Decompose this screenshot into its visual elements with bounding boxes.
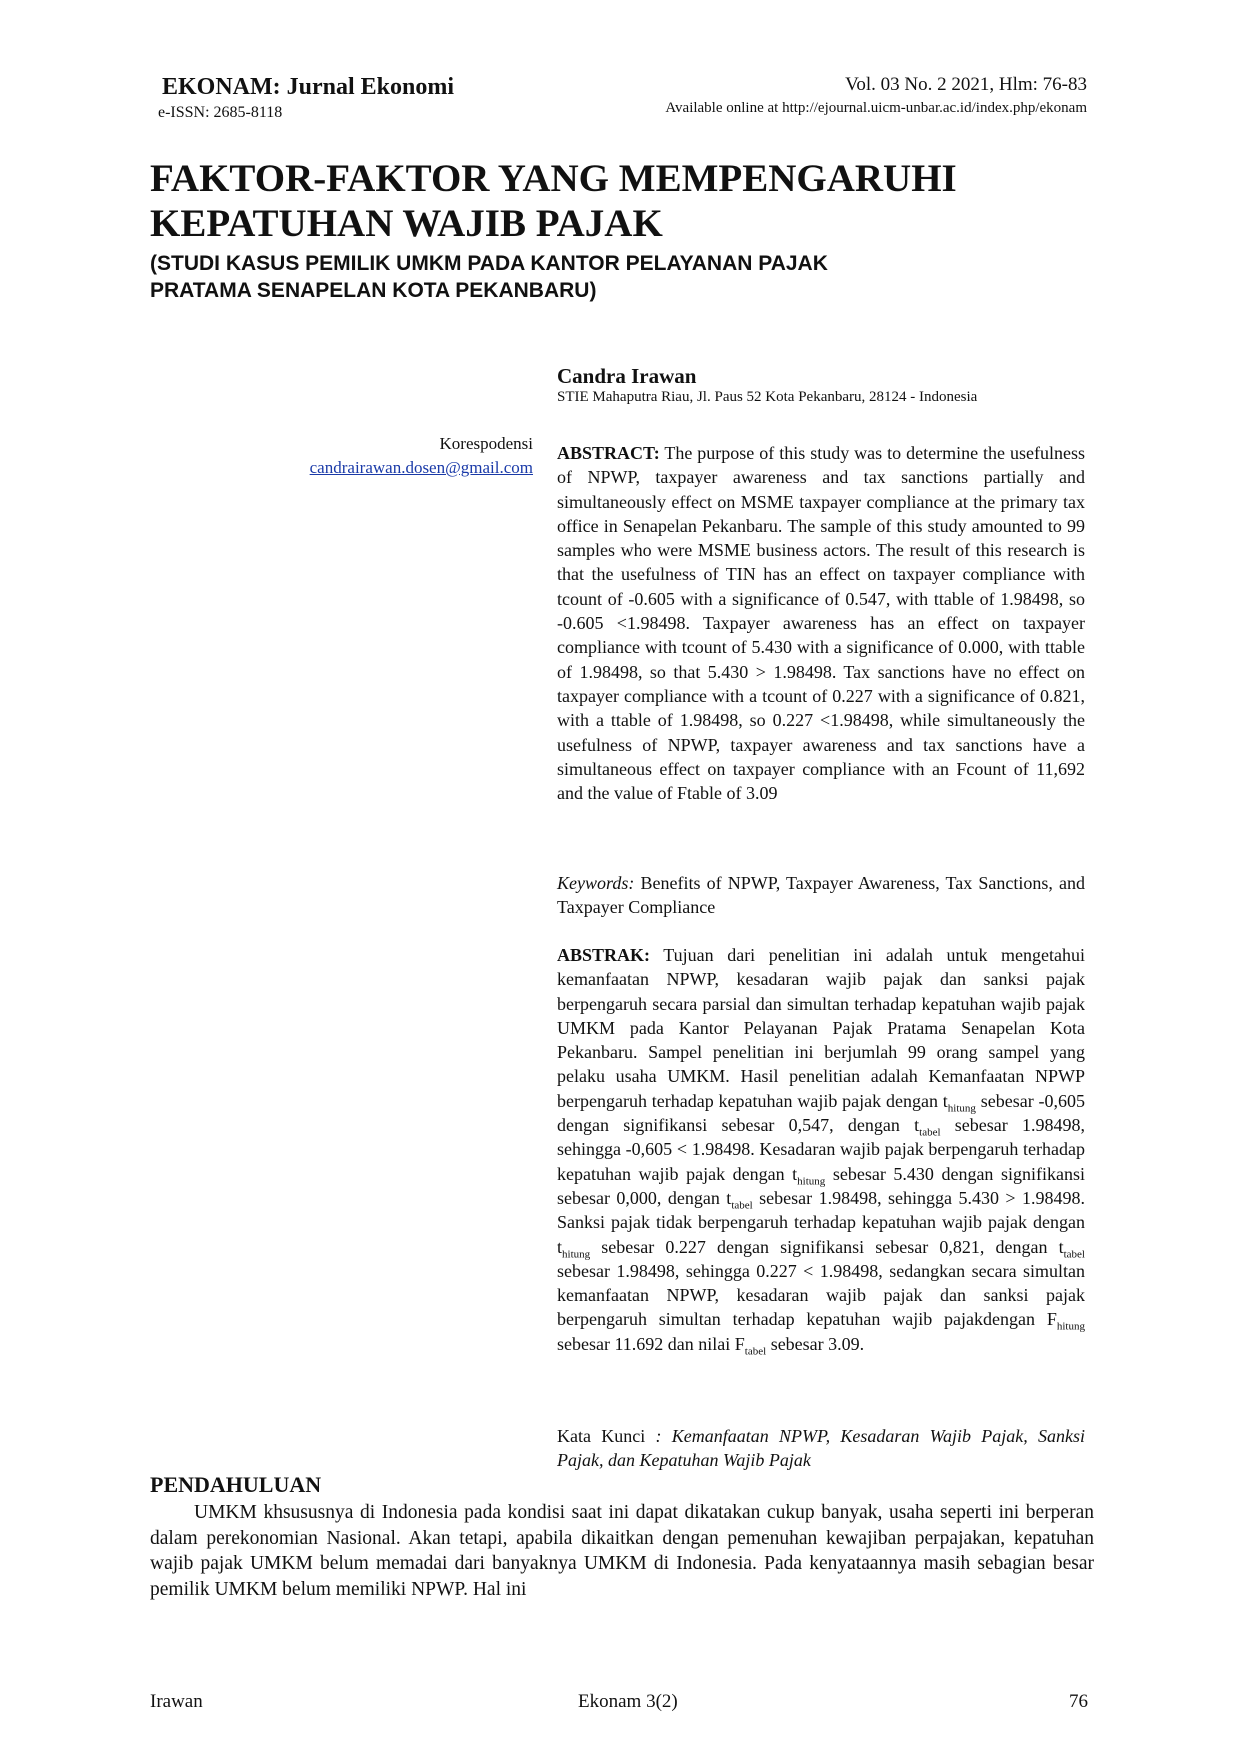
intro-paragraph: UMKM khsususnya di Indonesia pada kondisi saat ini dapat dikatakan cukup banyak, usaha seperti ini berperan dalam perekonomian Nasional. Akan tetapi, apabila dikaitkan dengan pemenuhan kewajiban perpajakan, kepatuhan wajib pajak UMKM belum memadai dari banyaknya UMKM di Indonesia. Pada kenyataannya masih sebagian besar pemilik UMKM belum memiliki NPWP. Hal ini: [150, 1502, 1094, 1600]
author-name: Candra Irawan: [557, 364, 697, 388]
subscript-hitung: hitung: [947, 1102, 976, 1115]
abstrak-text-6: sebesar 0.227 dengan signifikansi sebesar 0,821, dengan t: [590, 1236, 1064, 1257]
correspondence-label: Korespodensi: [439, 434, 533, 453]
subtitle-line-2: PRATAMA SENAPELAN KOTA PEKANBARU): [150, 279, 597, 302]
paper-subtitle: [150, 250, 1110, 304]
subscript-hitung: hitung: [1056, 1321, 1085, 1334]
abstrak-text-9: sebesar 3.09.: [766, 1333, 865, 1354]
correspondence-email-link[interactable]: candrairawan.dosen@gmail.com: [309, 458, 533, 477]
keywords-text: Benefits of NPWP, Taxpayer Awareness, Tax Sanctions, and Taxpayer Compliance: [557, 873, 1085, 918]
abstrak-label: ABSTRAK:: [557, 945, 651, 965]
footer-author: Irawan: [150, 1691, 203, 1712]
abstrak-text-1: Tujuan dari penelitian ini adalah untuk mengetahui kemanfaatan NPWP, kesadaran wajib pajak dan sanksi pajak berpengaruh secara parsial dan simultan terhadap kepatuhan wajib pajak UMKM pada Kantor Pelayanan Pajak Pratama Senapelan Kota Pekanbaru. Sampel penelitian ini berjumlah 99 orang sampel yang pelaku usaha UMKM. Hasil penelitian adalah Kemanfaatan NPWP berpengaruh terhadap kepatuhan wajib pajak dengan t: [557, 945, 1085, 1111]
subscript-tabel: tabel: [1063, 1248, 1085, 1261]
subtitle-line-1: (STUDI KASUS PEMILIK UMKM PADA KANTOR PELAYANAN PAJAK: [150, 252, 828, 275]
paper-title: [150, 156, 1110, 246]
correspondence: [133, 432, 533, 480]
section-heading-pendahuluan: PENDAHULUAN: [150, 1472, 322, 1497]
subscript-hitung: hitung: [797, 1175, 826, 1188]
abstrak-text-3: sebesar 1.98498, sehingga -0,605 < 1.98498. Kesadaran wajib pajak berpengaruh terhadap kepatuhan wajib pajak dengan t: [557, 1115, 1085, 1184]
abstract-indonesian: [557, 943, 1085, 1356]
abstract-text: The purpose of this study was to determine the usefulness of NPWP, taxpayer awareness and tax sanctions partially and simultaneously effect on MSME taxpayer compliance at the primary tax office in Senapelan Pekanbaru. The sample of this study amounted to 99 samples who were MSME business actors. The result of this research is that the usefulness of TIN has an effect on taxpayer compliance with tcount of -0.605 with a significance of 0.547, with ttable of 1.98498, so -0.605 <1.98498. Taxpayer awareness has an effect on taxpayer compliance with tcount of 5.430 with a significance of 0.000, with ttable of 1.98498, so that 5.430 > 1.98498. Tax sanctions have no effect on taxpayer compliance with a tcount of 0.227 with a significance of 0.821, with a ttable of 1.98498, so 0.227 <1.98498, while simultaneously the usefulness of NPWP, taxpayer awareness and tax sanctions have a simultaneous effect on taxpayer compliance with an Fcount of 11,692 and the value of Ftable of 3.09: [557, 443, 1085, 804]
abstrak-text-7: sebesar 1.98498, sehingga 0.227 < 1.98498, sedangkan secara simultan kemanfaatan NPWP, kesadaran wajib pajak dan sanksi pajak berpengaruh simultan terhadap kepatuhan wajib pajakdengan F: [557, 1260, 1085, 1330]
abstrak-text-4: sebesar 5.430 dengan signifikansi sebesar 0,000, dengan t: [557, 1163, 1085, 1208]
subscript-tabel: tabel: [919, 1126, 941, 1139]
keywords-label: Keywords:: [557, 873, 635, 893]
volume-info: Vol. 03 No. 2 2021, Hlm: 76-83: [845, 74, 1087, 95]
available-online-link[interactable]: Available online at http://ejournal.uicm-unbar.ac.id/index.php/ekonam: [665, 100, 1087, 116]
intro-body: [150, 1500, 1094, 1602]
title-line-2: KEPATUHAN WAJIB PAJAK: [150, 202, 663, 245]
issn: e-ISSN: 2685-8118: [158, 104, 283, 121]
author-affiliation: STIE Mahaputra Riau, Jl. Paus 52 Kota Pekanbaru, 28124 - Indonesia: [557, 389, 978, 405]
journal-name: EKONAM: Jurnal Ekonomi: [162, 74, 455, 100]
footer-page-number: 76: [1069, 1691, 1088, 1712]
abstract-label: ABSTRACT:: [557, 443, 660, 463]
subscript-tabel: tabel: [744, 1345, 767, 1358]
subscript-hitung: hitung: [562, 1248, 591, 1261]
abstrak-text-5: sebesar 1.98498, sehingga 5.430 > 1.98498. Sanksi pajak tidak berpengaruh terhadap kepatuhan wajib pajak dengan t: [557, 1187, 1086, 1257]
abstrak-text-2: sebesar -0,605 dengan signifikansi sebesar 0,547, dengan t: [557, 1090, 1085, 1136]
kata-kunci-label: Kata Kunci: [557, 1426, 646, 1446]
subscript-tabel: tabel: [731, 1199, 753, 1212]
kata-kunci-text: : Kemanfaatan NPWP, Kesadaran Wajib Pajak, Sanksi Pajak, dan Kepatuhan Wajib Pajak: [557, 1426, 1086, 1471]
keywords-indonesian: [557, 1424, 1085, 1473]
title-line-1: FAKTOR-FAKTOR YANG MEMPENGARUHI: [150, 157, 957, 200]
footer-journal: Ekonam 3(2): [578, 1691, 678, 1712]
keywords-english: [557, 871, 1085, 920]
abstrak-text-8: sebesar 11.692 dan nilai F: [557, 1333, 745, 1354]
abstract-english: [557, 441, 1085, 805]
